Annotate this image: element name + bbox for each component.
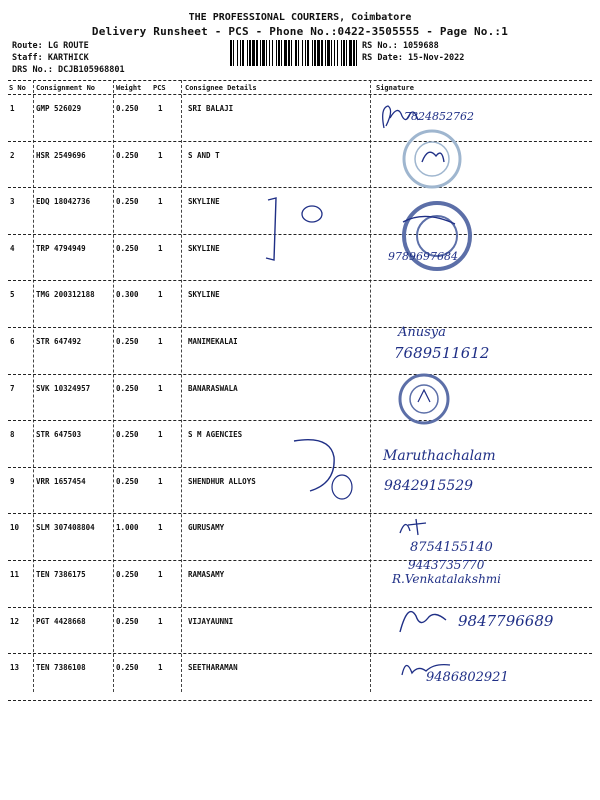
col-pcs: PCS — [153, 84, 166, 92]
row-consignee: BANARASWALA — [188, 383, 238, 393]
row-divider — [8, 280, 592, 281]
receiver-name: Maruthachalam — [383, 448, 496, 464]
row-consignment-no: TMG 200312188 — [36, 290, 95, 300]
row-weight: 0.250 — [116, 476, 139, 486]
col-consignee: Consignee Details — [185, 84, 257, 92]
receiver-name: Anusya — [398, 325, 446, 340]
row-consignee: SRI BALAJI — [188, 104, 234, 113]
col-divider — [370, 80, 371, 692]
row-consignment-no: STR 647492 — [36, 337, 82, 346]
barcode-image — [230, 40, 358, 66]
rs-number: RS No.: 1059688 — [362, 41, 439, 51]
row-pcs: 1 — [158, 570, 163, 579]
row-consignment-no: SVK 10324957 — [36, 383, 91, 393]
row-consignment-no: TEN 7386175 — [36, 570, 86, 579]
col-consignment: Consignment No — [36, 84, 96, 92]
row-divider — [8, 327, 592, 328]
header-bottom-border — [8, 94, 592, 95]
row-consignment-no: TRP 4794949 — [36, 243, 86, 253]
staff-label: Staff: KARTHICK — [12, 53, 89, 63]
row-divider — [8, 560, 592, 561]
phone-note: 9443735770 — [408, 558, 485, 572]
row-sno: 9 — [10, 476, 15, 486]
row-pcs: 1 — [158, 197, 163, 207]
col-divider — [113, 80, 114, 692]
row-weight: 0.250 — [116, 197, 139, 207]
handwritten-signature-icon — [396, 515, 436, 541]
row-divider — [8, 420, 592, 421]
sheet-title: Delivery Runsheet - PCS - Phone No.:0422-3505555 - Page No.:1 — [91, 25, 509, 38]
row-weight: 1.000 — [116, 523, 139, 533]
row-consignment-no: SLM 307408804 — [36, 523, 95, 533]
phone-note: 9847796689 — [458, 612, 554, 630]
receiver-name: R.Venkatalakshmi — [392, 572, 502, 586]
row-pcs: 1 — [158, 616, 163, 626]
row-consignee: SHENDHUR ALLOYS — [188, 476, 256, 486]
col-sno: S No — [9, 84, 26, 92]
phone-note: 7689511612 — [394, 344, 490, 362]
row-sno: 11 — [10, 570, 20, 579]
handwritten-signature-icon — [394, 598, 454, 640]
row-consignee: RAMASAMY — [188, 570, 225, 579]
drs-number: DRS No.: DCJB105968801 — [12, 65, 125, 75]
row-consignee: S M AGENCIES — [188, 430, 243, 440]
row-consignee: GURUSAMY — [188, 523, 225, 533]
row-weight: 0.250 — [116, 663, 139, 673]
company-title: THE PROFESSIONAL COURIERS, Coimbatore — [188, 12, 412, 23]
pen-scribble-icon — [290, 435, 360, 507]
row-sno: 8 — [10, 430, 15, 440]
phone-note: 8754155140 — [410, 540, 493, 555]
col-weight: Weight — [116, 84, 142, 92]
row-weight: 0.250 — [116, 104, 139, 113]
col-divider — [181, 80, 182, 692]
row-consignee: VIJAYAUNNI — [188, 616, 234, 626]
row-consignment-no: PGT 4428668 — [36, 616, 86, 626]
route-label: Route: LG ROUTE — [12, 41, 89, 51]
row-sno: 13 — [10, 663, 20, 673]
row-weight: 0.250 — [116, 243, 139, 253]
phone-note: 9842915529 — [384, 478, 474, 494]
row-consignee: SEETHARAMAN — [188, 663, 238, 673]
row-divider — [8, 653, 592, 654]
row-pcs: 1 — [158, 337, 163, 346]
row-sno: 7 — [10, 383, 15, 393]
row-pcs: 1 — [158, 523, 163, 533]
row-consignee: SKYLINE — [188, 197, 220, 207]
phone-note: 9789697684 — [388, 250, 458, 263]
row-consignee: SKYLINE — [188, 290, 220, 300]
table-top-border — [8, 80, 592, 81]
pen-scribble-icon — [262, 196, 332, 268]
row-pcs: 1 — [158, 150, 163, 160]
row-sno: 6 — [10, 337, 15, 346]
row-sno: 10 — [10, 523, 20, 533]
row-consignee: S AND T — [188, 150, 220, 160]
row-consignment-no: EDQ 18042736 — [36, 197, 91, 207]
row-consignment-no: TEN 7386108 — [36, 663, 86, 673]
row-divider — [8, 700, 592, 701]
rs-date: RS Date: 15-Nov-2022 — [362, 53, 465, 63]
col-divider — [33, 80, 34, 692]
row-consignment-no: GMP 526029 — [36, 104, 82, 113]
row-weight: 0.300 — [116, 290, 139, 300]
row-sno: 4 — [10, 243, 15, 253]
row-pcs: 1 — [158, 476, 163, 486]
row-sno: 1 — [10, 104, 15, 113]
col-signature: Signature — [376, 84, 414, 92]
row-divider — [8, 187, 592, 188]
company-stamp-icon — [402, 128, 462, 192]
row-consignment-no: STR 647503 — [36, 430, 82, 440]
row-pcs: 1 — [158, 430, 163, 440]
row-divider — [8, 374, 592, 375]
row-sno: 5 — [10, 290, 15, 300]
row-consignment-no: HSR 2549696 — [36, 150, 86, 160]
phone-note: 9486802921 — [426, 670, 509, 685]
row-weight: 0.250 — [116, 616, 139, 626]
row-weight: 0.250 — [116, 150, 139, 160]
row-sno: 3 — [10, 197, 15, 207]
row-pcs: 1 — [158, 104, 163, 113]
row-consignee: MANIMEKALAI — [188, 337, 238, 346]
row-divider — [8, 513, 592, 514]
row-pcs: 1 — [158, 663, 163, 673]
row-consignment-no: VRR 1657454 — [36, 476, 86, 486]
row-sno: 12 — [10, 616, 20, 626]
row-weight: 0.250 — [116, 337, 139, 346]
phone-note: 7824852762 — [404, 110, 474, 123]
row-weight: 0.250 — [116, 430, 139, 440]
company-stamp-icon — [390, 372, 456, 428]
row-sno: 2 — [10, 150, 15, 160]
row-pcs: 1 — [158, 290, 163, 300]
row-pcs: 1 — [158, 383, 163, 393]
row-divider — [8, 607, 592, 608]
row-consignee: SKYLINE — [188, 243, 220, 253]
row-weight: 0.250 — [116, 383, 139, 393]
row-weight: 0.250 — [116, 570, 139, 579]
row-pcs: 1 — [158, 243, 163, 253]
